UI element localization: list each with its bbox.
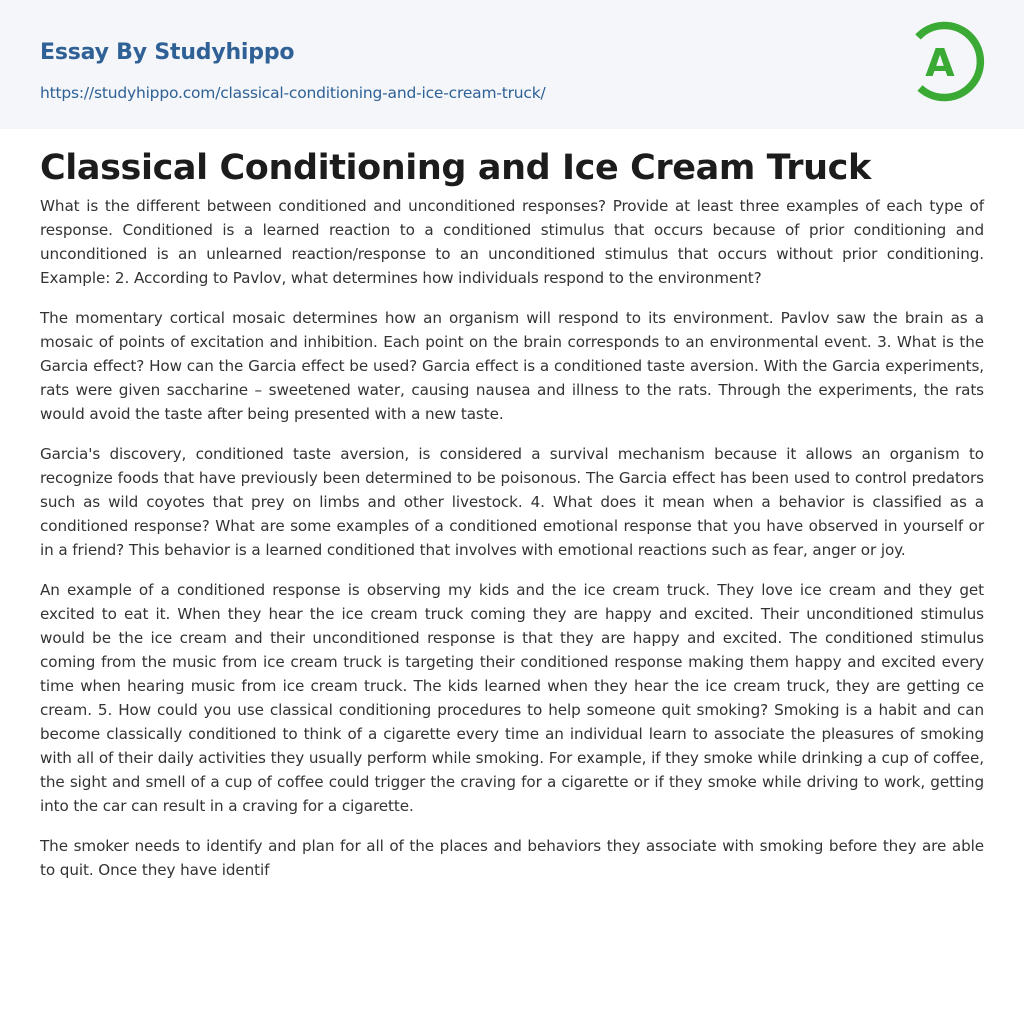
source-url-link[interactable]: https://studyhippo.com/classical-conditioning-and-ice-cream-truck/	[40, 84, 546, 102]
essay-paragraph: An example of a conditioned response is observing my kids and the ice cream truck. They love ice cream and they get excited to eat it. When they hear the ice cream truck coming they are happy and excited. Their unconditioned stimulus would be the ice cream and their unconditioned response is that they are happy and excited. The conditioned stimulus coming from the music from ice cream truck is targeting their conditioned response making them happy and excited every time when hearing music from ice cream truck. The kids learned when they hear the ice cream truck, they are getting ce cream. 5. How could you use classical conditioning procedures to help someone quit smoking? Smoking is a habit and can become classically conditioned to think of a cigarette every time an individual learn to associate the pleasures of smoking with all of their daily activities they usually perform while smoking. For example, if they smoke while drinking a cup of coffee, the sight and smell of a cup of coffee could trigger the craving for a cigarette or if they smoke while driving to work, getting into the car can result in a craving for a cigarette.	[40, 581, 984, 815]
page-title: Classical Conditioning and Ice Cream Truck	[40, 148, 871, 188]
essay-body	[40, 194, 984, 898]
page-header	[0, 0, 1024, 129]
logo-letter: A	[925, 41, 955, 85]
essay-paragraph: The momentary cortical mosaic determines how an organism will respond to its environment. Pavlov saw the brain as a mosaic of points of excitation and inhibition. Each point on the brain corresponds to an environmental event. 3. What is the Garcia effect? How can the Garcia effect be used? Garcia effect is a conditioned taste aversion. With the Garcia experiments, rats were given saccharine – sweetened water, causing nausea and illness to the rats. Through the experiments, the rats would avoid the taste after being presented with a new taste.	[40, 309, 984, 423]
essay-paragraph: What is the different between conditioned and unconditioned responses? Provide at least three examples of each type of response. Conditioned is a learned reaction to a conditioned stimulus that occurs because of prior conditioning and unconditioned is an unlearned reaction/response to an unconditioned stimulus that occurs without prior conditioning. Example: 2. According to Pavlov, what determines how individuals respond to the environment?	[40, 197, 984, 287]
essay-paragraph: The smoker needs to identify and plan for all of the places and behaviors they associate with smoking before they are able to quit. Once they have identif	[40, 837, 984, 879]
studyhippo-logo-icon[interactable]	[908, 18, 988, 106]
essay-paragraph: Garcia's discovery, conditioned taste aversion, is considered a survival mechanism because it allows an organism to recognize foods that have previously been determined to be poisonous. The Garcia effect has been used to control predators such as wild coyotes that prey on limbs and other livestock. 4. What does it mean when a behavior is classified as a conditioned response? What are some examples of a conditioned emotional response that you have observed in yourself or in a friend? This behavior is a learned conditioned that involves with emotional reactions such as fear, anger or joy.	[40, 445, 984, 559]
brand-title[interactable]: Essay By Studyhippo	[40, 40, 295, 65]
